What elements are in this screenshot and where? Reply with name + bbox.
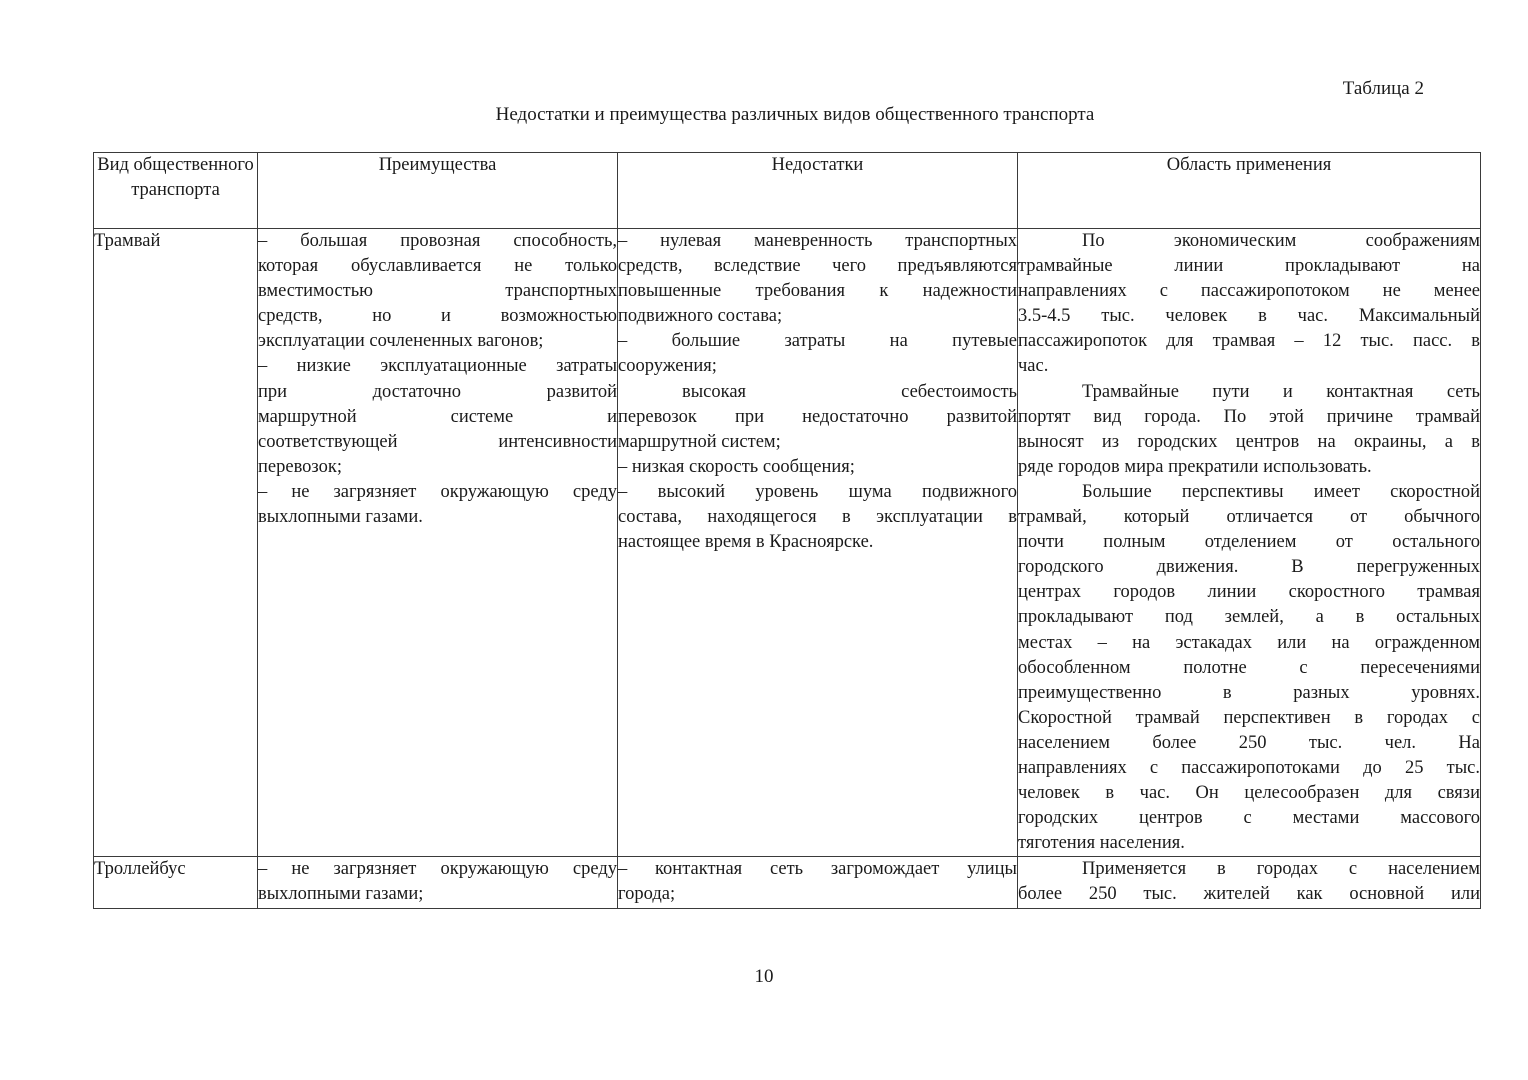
- text-line: человек в час. Он целесообразен для связи: [1018, 783, 1480, 804]
- text-line: – нулевая маневренность транспортных: [618, 231, 1017, 251]
- text-line: перевозок;: [258, 456, 343, 477]
- text-line: повышенные требования к надежности: [618, 281, 1017, 302]
- text-line: – большие затраты на путевые: [618, 331, 1017, 352]
- text-line: подвижного состава;: [618, 306, 783, 327]
- text-line: пассажиропоток для трамвая – 12 тыс. пасс. в: [1018, 331, 1480, 352]
- table-row: [94, 857, 1481, 908]
- header-disadvantages: Недостатки: [618, 153, 1018, 229]
- cell-disadvantages: [618, 229, 1018, 857]
- text-line: выхлопными газами;: [258, 884, 424, 905]
- text-line: которая обуславливается не только: [258, 256, 617, 277]
- text-line: прокладывают под землей, а в остальных: [1018, 607, 1480, 628]
- text-line: – контактная сеть загромождает улицы: [618, 859, 1017, 880]
- cell-advantages: [258, 229, 618, 857]
- text-line: тяготения населения.: [1018, 833, 1185, 854]
- table-header-row: [94, 153, 1481, 229]
- cell-transport-type: Троллейбус: [94, 857, 258, 908]
- text-line: более 250 тыс. жителей как основной или: [1018, 884, 1480, 905]
- header-application: Область применения: [1018, 153, 1481, 229]
- text-line: 3.5-4.5 тыс. человек в час. Максимальный: [1018, 306, 1480, 327]
- text-line: Трамвайные пути и контактная сеть: [1082, 381, 1480, 402]
- text-line: – низкие эксплуатационные затраты: [258, 356, 617, 377]
- text-line: – низкая скорость сообщения;: [618, 456, 855, 477]
- text-line: час.: [1018, 356, 1049, 377]
- text-line: городского движения. В перегруженных: [1018, 557, 1480, 578]
- text-line: трамвайные линии прокладывают на: [1018, 256, 1480, 277]
- text-line: – не загрязняет окружающую среду: [258, 859, 617, 880]
- text-line: выхлопными газами.: [258, 507, 423, 528]
- text-line: городских центров с местами массового: [1018, 808, 1480, 829]
- header-advantages: Преимущества: [258, 153, 618, 229]
- text-line: преимущественно в разных уровнях.: [1018, 682, 1480, 703]
- text-line: По экономическим соображениям: [1082, 231, 1480, 251]
- cell-application: [1018, 857, 1481, 908]
- table-number: Таблица 2: [1342, 78, 1424, 99]
- text-line: Большие перспективы имеет скоростной: [1082, 481, 1480, 502]
- text-line: населением более 250 тыс. чел. На: [1018, 732, 1480, 753]
- cell-transport-type: Трамвай: [94, 229, 258, 857]
- text-line: вместимостью транспортных: [258, 281, 617, 302]
- text-line: направлениях с пассажиропотоками до 25 тыс.: [1018, 757, 1480, 778]
- text-line: почти полным отделением от остального: [1018, 532, 1480, 553]
- page-number: 10: [754, 966, 774, 987]
- header-transport-type: Вид общественного транспорта: [94, 153, 258, 229]
- text-line: города;: [618, 884, 676, 905]
- text-line: перевозок при недостаточно развитой: [618, 406, 1017, 427]
- text-line: состава, находящегося в эксплуатации в: [618, 507, 1017, 528]
- cell-disadvantages: [618, 857, 1018, 908]
- text-line: центрах городов линии скоростного трамвая: [1018, 582, 1480, 603]
- text-line: – большая провозная способность,: [258, 231, 617, 251]
- text-line: средств, вследствие чего предъявляются: [618, 256, 1017, 277]
- text-line: направлениях с пассажиропотоком не менее: [1018, 281, 1480, 302]
- text-line: средств, но и возможностью: [258, 306, 617, 327]
- text-line: сооружения;: [618, 356, 717, 377]
- text-line: маршрутной системе и: [258, 406, 617, 427]
- text-line: портят вид города. По этой причине трамвай: [1018, 406, 1480, 427]
- text-line: выносят из городских центров на окраины, а в: [1018, 431, 1480, 452]
- text-line: обособленном полотне с пересечениями: [1018, 657, 1480, 678]
- table-row: [94, 229, 1481, 857]
- text-line: местах – на эстакадах или на огражденном: [1018, 632, 1480, 653]
- table-title: Недостатки и преимущества различных видов общественного транспорта: [495, 104, 1095, 125]
- text-line: настоящее время в Красноярске.: [618, 532, 874, 553]
- text-line: Скоростной трамвай перспективен в городах с: [1018, 707, 1480, 728]
- text-line: трамвай, который отличается от обычного: [1018, 507, 1480, 528]
- text-line: ряде городов мира прекратили использовать.: [1018, 456, 1372, 477]
- text-line: – не загрязняет окружающую среду: [258, 481, 617, 502]
- cell-application: [1018, 229, 1481, 857]
- transport-comparison-table: [93, 152, 1481, 909]
- text-line: высокая себестоимость: [682, 381, 1017, 402]
- text-line: при достаточно развитой: [258, 381, 617, 402]
- text-line: Применяется в городах с населением: [1082, 859, 1480, 880]
- text-line: – высокий уровень шума подвижного: [618, 481, 1017, 502]
- text-line: маршрутной систем;: [618, 431, 781, 452]
- cell-advantages: [258, 857, 618, 908]
- text-line: соответствующей интенсивности: [258, 431, 617, 452]
- text-line: эксплуатации сочлененных вагонов;: [258, 331, 544, 352]
